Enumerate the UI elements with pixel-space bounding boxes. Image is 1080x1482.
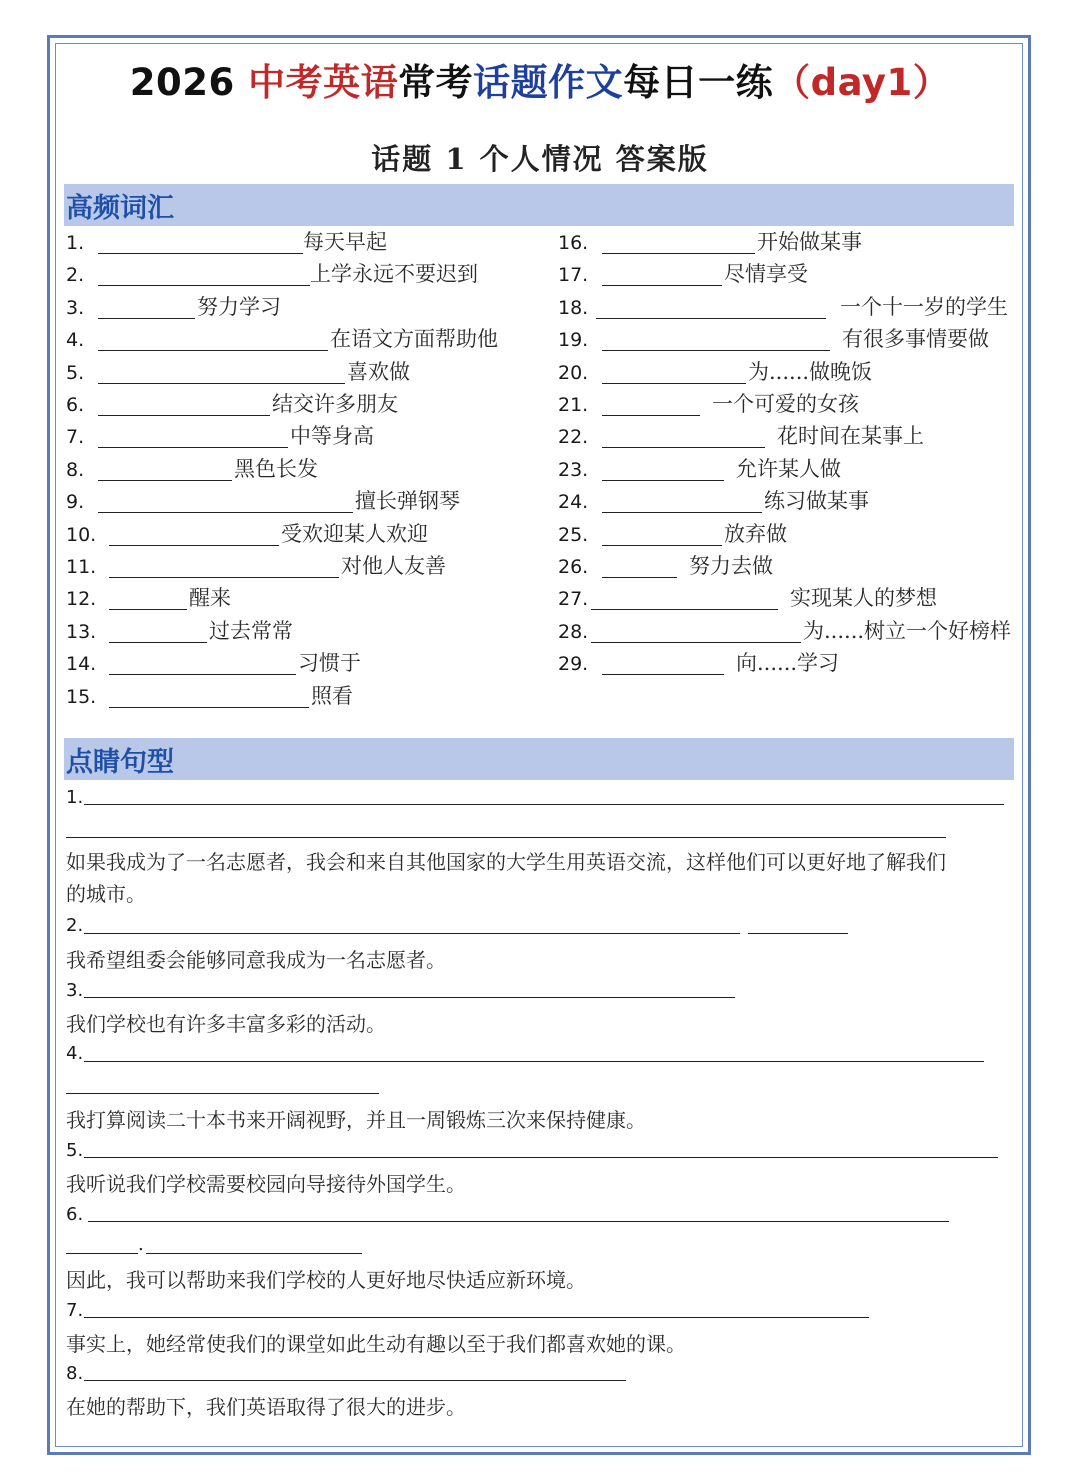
vocab-answer-blank[interactable] [98,328,328,351]
vocab-item-number: 7. [66,426,85,449]
vocab-item [558,486,869,516]
vocab-item-number: 21. [558,394,589,416]
sentence-8-chinese: 在她的帮助下，我们英语取得了很大的进步。 [66,1395,466,1419]
vocab-answer-blank[interactable] [602,523,722,546]
sentence-section-title: 点睛句型 [66,747,174,778]
vocab-item-number: 28. [558,620,589,643]
vocab-item-chinese: 擅长弹钢琴 [355,489,460,514]
vocab-item-chinese: 喜欢做 [347,359,410,384]
vocab-item-number: 4. [66,329,85,352]
vocab-item-chinese: 努力去做 [689,554,773,578]
vocab-item [66,486,460,516]
sentence-4-number: 4. [66,1043,84,1064]
vocab-item [558,454,841,484]
vocab-answer-blank[interactable] [98,458,232,481]
vocab-item-number: 27. [558,588,589,611]
vocab-item-number: 13. [66,620,97,643]
title-year: 2026 [129,61,249,104]
vocab-item-chinese: 醒来 [189,586,231,611]
vocab-item-chinese: 花时间在某事上 [777,424,924,449]
vocab-item-chinese: 允许某人做 [736,456,841,481]
vocab-answer-blank[interactable] [602,490,762,513]
sentence-1-answer-line-2[interactable] [66,837,946,838]
sentence-3-number: 3. [66,980,84,1001]
vocab-item-chinese: 上学永远不要迟到 [310,262,478,287]
vocab-item [66,454,318,484]
vocab-item-chinese: 结交许多朋友 [272,392,398,416]
vocab-item-number: 18. [558,296,589,319]
vocab-answer-blank[interactable] [98,361,345,384]
vocab-item-chinese: 为......做晚饭 [748,359,873,384]
vocab-item-number: 3. [66,296,85,319]
vocab-item [66,357,410,387]
vocab-item-number: 8. [66,458,85,481]
sentence-2-answer-line-1[interactable] [84,933,740,934]
vocab-item [558,259,808,289]
sentence-1-answer-line-1[interactable] [84,804,1004,805]
sentence-6-period: . [138,1234,144,1255]
vocab-answer-blank[interactable] [602,458,724,481]
sentence-6-answer-line-1[interactable] [88,1221,949,1222]
vocab-item-chinese: 在语文方面帮助他 [330,327,498,352]
vocab-item-number: 19. [558,329,589,352]
vocab-answer-blank[interactable] [602,652,724,675]
vocab-item [558,519,787,549]
vocab-item-number: 29. [558,653,589,676]
vocab-item [558,421,924,451]
vocab-item-chinese: 受欢迎某人欢迎 [281,521,428,546]
vocab-item-number: 25. [558,523,589,546]
vocab-item [558,551,773,581]
vocab-item-chinese: 放弃做 [724,521,787,546]
vocab-item-chinese: 实现某人的梦想 [790,586,937,611]
sentence-6-answer-line-2[interactable] [66,1253,138,1254]
vocab-item-chinese: 努力学习 [197,294,281,319]
vocab-item-number: 24. [558,491,589,514]
sentence-2-number: 2. [66,915,84,936]
sentence-4-answer-line-1[interactable] [84,1061,984,1062]
sentence-6-chinese: 因此，我可以帮助来我们学校的人更好地尽快适应新环境。 [66,1268,586,1292]
vocab-item [66,519,428,549]
vocab-answer-blank[interactable] [602,555,677,578]
sentence-section-bar [64,738,1014,780]
vocab-item [558,357,872,387]
sentence-3-chinese: 我们学校也有许多丰富多彩的活动。 [66,1012,386,1036]
sentence-3-answer-line[interactable] [84,997,735,998]
vocab-item-chinese: 每天早起 [303,230,387,254]
sentence-1-number: 1. [66,787,84,808]
vocab-item [558,227,862,257]
vocab-item [66,648,361,678]
vocab-item-number: 15. [66,685,97,708]
vocab-item-chinese: 黑色长发 [234,456,318,481]
vocab-item-number: 22. [558,426,589,449]
vocab-item-number: 16. [558,232,589,254]
vocab-answer-blank[interactable] [98,263,310,286]
title-blue: 话题作文 [473,61,624,104]
page-subtitle: 话题 1 个人情况 答案版 [371,142,709,176]
vocab-answer-blank[interactable] [109,523,279,546]
vocab-item [66,551,446,581]
vocab-item-number: 12. [66,588,97,611]
vocab-item [66,421,374,451]
sentence-4-answer-line-2[interactable] [66,1093,379,1094]
vocab-item [66,616,293,646]
sentence-6-number: 6. [66,1204,84,1225]
vocab-section-bar [64,184,1014,226]
vocab-item [66,227,387,257]
vocab-item-chinese: 中等身高 [290,424,374,449]
vocab-item-number: 17. [558,264,589,287]
vocab-item [66,389,398,419]
vocab-item-chinese: 一个可爱的女孩 [712,392,859,416]
vocab-item-chinese: 为......树立一个好榜样 [803,618,1012,643]
vocab-item [558,583,937,613]
page-title [0,52,1080,106]
vocab-item-chinese: 有很多事情要做 [842,327,989,352]
vocab-answer-blank[interactable] [596,296,826,319]
vocab-item [558,648,839,678]
sentence-5-answer-line[interactable] [84,1157,998,1158]
vocab-item-number: 6. [66,394,85,416]
vocab-item-number: 26. [558,556,589,578]
sentence-8-number: 8. [66,1363,84,1384]
vocab-item-chinese: 一个十一岁的学生 [840,294,1008,319]
vocab-item-chinese: 开始做某事 [757,230,862,254]
vocab-item-number: 23. [558,458,589,481]
sentence-7-chinese: 事实上，她经常使我们的课堂如此生动有趣以至于我们都喜欢她的课。 [66,1332,686,1356]
vocab-item-number: 5. [66,361,85,384]
vocab-answer-blank[interactable] [109,587,187,610]
vocab-item-chinese: 过去常常 [209,618,293,643]
vocab-answer-blank[interactable] [109,685,309,708]
sentence-4-chinese: 我打算阅读二十本书来开阔视野，并且一周锻炼三次来保持健康。 [66,1108,646,1132]
vocab-item [66,259,478,289]
sentence-1-chinese-line-2: 的城市。 [66,882,146,906]
vocab-answer-blank[interactable] [98,393,270,416]
sentence-1-chinese-line-1: 如果我成为了一名志愿者，我会和来自其他国家的大学生用英语交流，这样他们可以更好地了解我们 [66,850,946,874]
vocab-item-number: 14. [66,653,97,676]
vocab-item-number: 1. [66,232,85,254]
vocab-item [558,616,1011,646]
vocab-item [66,324,498,354]
vocab-item-chinese: 向......学习 [736,651,840,676]
vocab-item-chinese: 照看 [311,683,353,708]
sentence-2-answer-line-2[interactable] [748,933,848,934]
sentence-5-chinese: 我听说我们学校需要校园向导接待外国学生。 [66,1172,466,1196]
vocab-item [66,292,281,322]
vocab-answer-blank[interactable] [602,393,700,416]
vocab-answer-blank[interactable] [602,425,765,448]
vocab-answer-blank[interactable] [602,328,830,351]
vocab-item-number: 2. [66,264,85,287]
vocab-answer-blank[interactable] [602,231,755,254]
sentence-5-number: 5. [66,1140,84,1161]
vocab-answer-blank[interactable] [98,296,195,319]
vocab-answer-blank[interactable] [109,620,207,643]
vocab-section-title: 高频词汇 [66,193,174,224]
vocab-item-number: 20. [558,361,589,384]
vocab-item [558,292,1008,322]
vocab-item-chinese: 尽情享受 [724,262,808,287]
vocab-answer-blank[interactable] [98,425,288,448]
vocab-item [66,583,231,613]
vocab-item-number: 10. [66,523,97,546]
vocab-answer-blank[interactable] [98,490,353,513]
vocab-item [66,681,353,711]
sentence-7-answer-line[interactable] [84,1317,869,1318]
sentence-7-number: 7. [66,1300,84,1321]
vocab-item [558,324,989,354]
vocab-answer-blank[interactable] [602,263,722,286]
vocab-answer-blank[interactable] [109,652,296,675]
title-black-1: 常考 [398,61,474,104]
vocab-answer-blank[interactable] [602,361,746,384]
vocab-item-number: 11. [66,556,97,578]
vocab-item [558,389,859,419]
vocab-item-number: 9. [66,491,85,514]
vocab-item-chinese: 对他人友善 [341,554,446,578]
vocab-item-chinese: 练习做某事 [764,489,869,514]
vocab-answer-blank[interactable] [591,587,778,610]
sentence-2-chinese: 我希望组委会能够同意我成为一名志愿者。 [66,948,446,972]
sentence-8-answer-line[interactable] [84,1380,626,1381]
title-black-2: 每日一练 [623,61,774,104]
title-day: （day1） [773,61,951,104]
vocab-answer-blank[interactable] [98,231,303,254]
title-red: 中考英语 [248,61,399,104]
vocab-answer-blank[interactable] [591,620,801,643]
vocab-item-chinese: 习惯于 [298,651,361,676]
sentence-6-answer-line-3[interactable] [146,1253,362,1254]
vocab-answer-blank[interactable] [109,555,339,578]
